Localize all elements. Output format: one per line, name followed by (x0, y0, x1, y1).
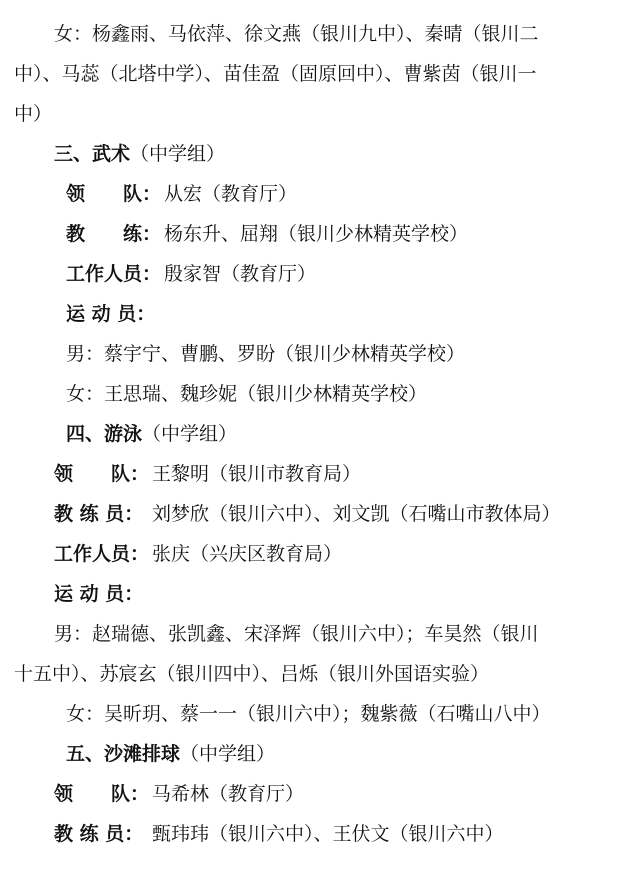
wushu-staff-row (66, 262, 634, 286)
swimming-male-athletes-line-1: 男：赵瑞德、张凯鑫、宋泽辉（银川六中）；车昊然（银川 (54, 623, 539, 645)
leader-value: 从宏（教育厅） (164, 183, 298, 205)
coach-label: 教 练 员： (54, 503, 144, 525)
swimming-staff-row (54, 542, 634, 566)
coach-label: 教 练： (66, 223, 162, 245)
leader-value: 王黎明（银川市教育局） (152, 463, 362, 485)
section-heading-beach-volleyball (66, 742, 634, 766)
staff-value: 张庆（兴庆区教育局） (152, 543, 343, 565)
section-group: （中学组） (130, 143, 226, 165)
section-heading-swimming (66, 422, 634, 446)
female-athletes-line-2: 中）、马蕊（北塔中学）、苗佳盈（固原回中）、曹紫茵（银川一 (14, 63, 537, 85)
coach-value: 甄玮玮（银川六中）、王伏文（银川六中） (152, 823, 504, 845)
coach-value: 刘梦欣（银川六中）、刘文凯（石嘴山市教体局） (152, 503, 561, 525)
section-title: 三、武术 (54, 143, 131, 165)
staff-label: 工作人员： (66, 263, 162, 285)
swimming-athletes-label (54, 582, 634, 606)
swimming-leader-row (54, 462, 634, 486)
section-heading-wushu (54, 142, 634, 166)
athletes-label: 运 动 员： (54, 583, 144, 605)
wushu-female-athletes: 女：王思瑞、魏珍妮（银川少林精英学校） (66, 383, 428, 405)
leader-value: 马希林（教育厅） (152, 783, 305, 805)
swimming-female-athletes: 女：吴昕玥、蔡一一（银川六中）；魏紫薇（石嘴山八中） (66, 703, 551, 725)
swimming-coach-row (54, 502, 634, 526)
staff-value: 殷家智（教育厅） (164, 263, 317, 285)
leader-label: 领 队： (54, 783, 150, 805)
beach-volleyball-leader-row (54, 782, 634, 806)
section-title: 四、游泳 (66, 423, 143, 445)
athletes-label: 运 动 员： (66, 303, 156, 325)
wushu-athletes-label (66, 302, 634, 326)
section-group: （中学组） (180, 743, 276, 765)
leader-label: 领 队： (66, 183, 162, 205)
section-title: 五、沙滩排球 (66, 743, 181, 765)
wushu-coach-row (66, 222, 634, 246)
coach-label: 教 练 员： (54, 823, 144, 845)
beach-volleyball-coach-row (54, 822, 634, 846)
coach-value: 杨东升、屈翔（银川少林精英学校） (164, 223, 469, 245)
section-group: （中学组） (142, 423, 238, 445)
swimming-male-athletes-line-2: 十五中）、苏宸玄（银川四中）、吕烁（银川外国语实验） (14, 663, 490, 685)
leader-label: 领 队： (54, 463, 150, 485)
staff-label: 工作人员： (54, 543, 150, 565)
wushu-male-athletes: 男：蔡宇宁、曹鹏、罗盼（银川少林精英学校） (66, 343, 466, 365)
female-athletes-line-3: 中） (14, 103, 53, 125)
wushu-leader-row (66, 182, 634, 206)
female-athletes-line-1: 女：杨鑫雨、马依萍、徐文燕（银川九中）、秦晴（银川二 (54, 23, 539, 45)
